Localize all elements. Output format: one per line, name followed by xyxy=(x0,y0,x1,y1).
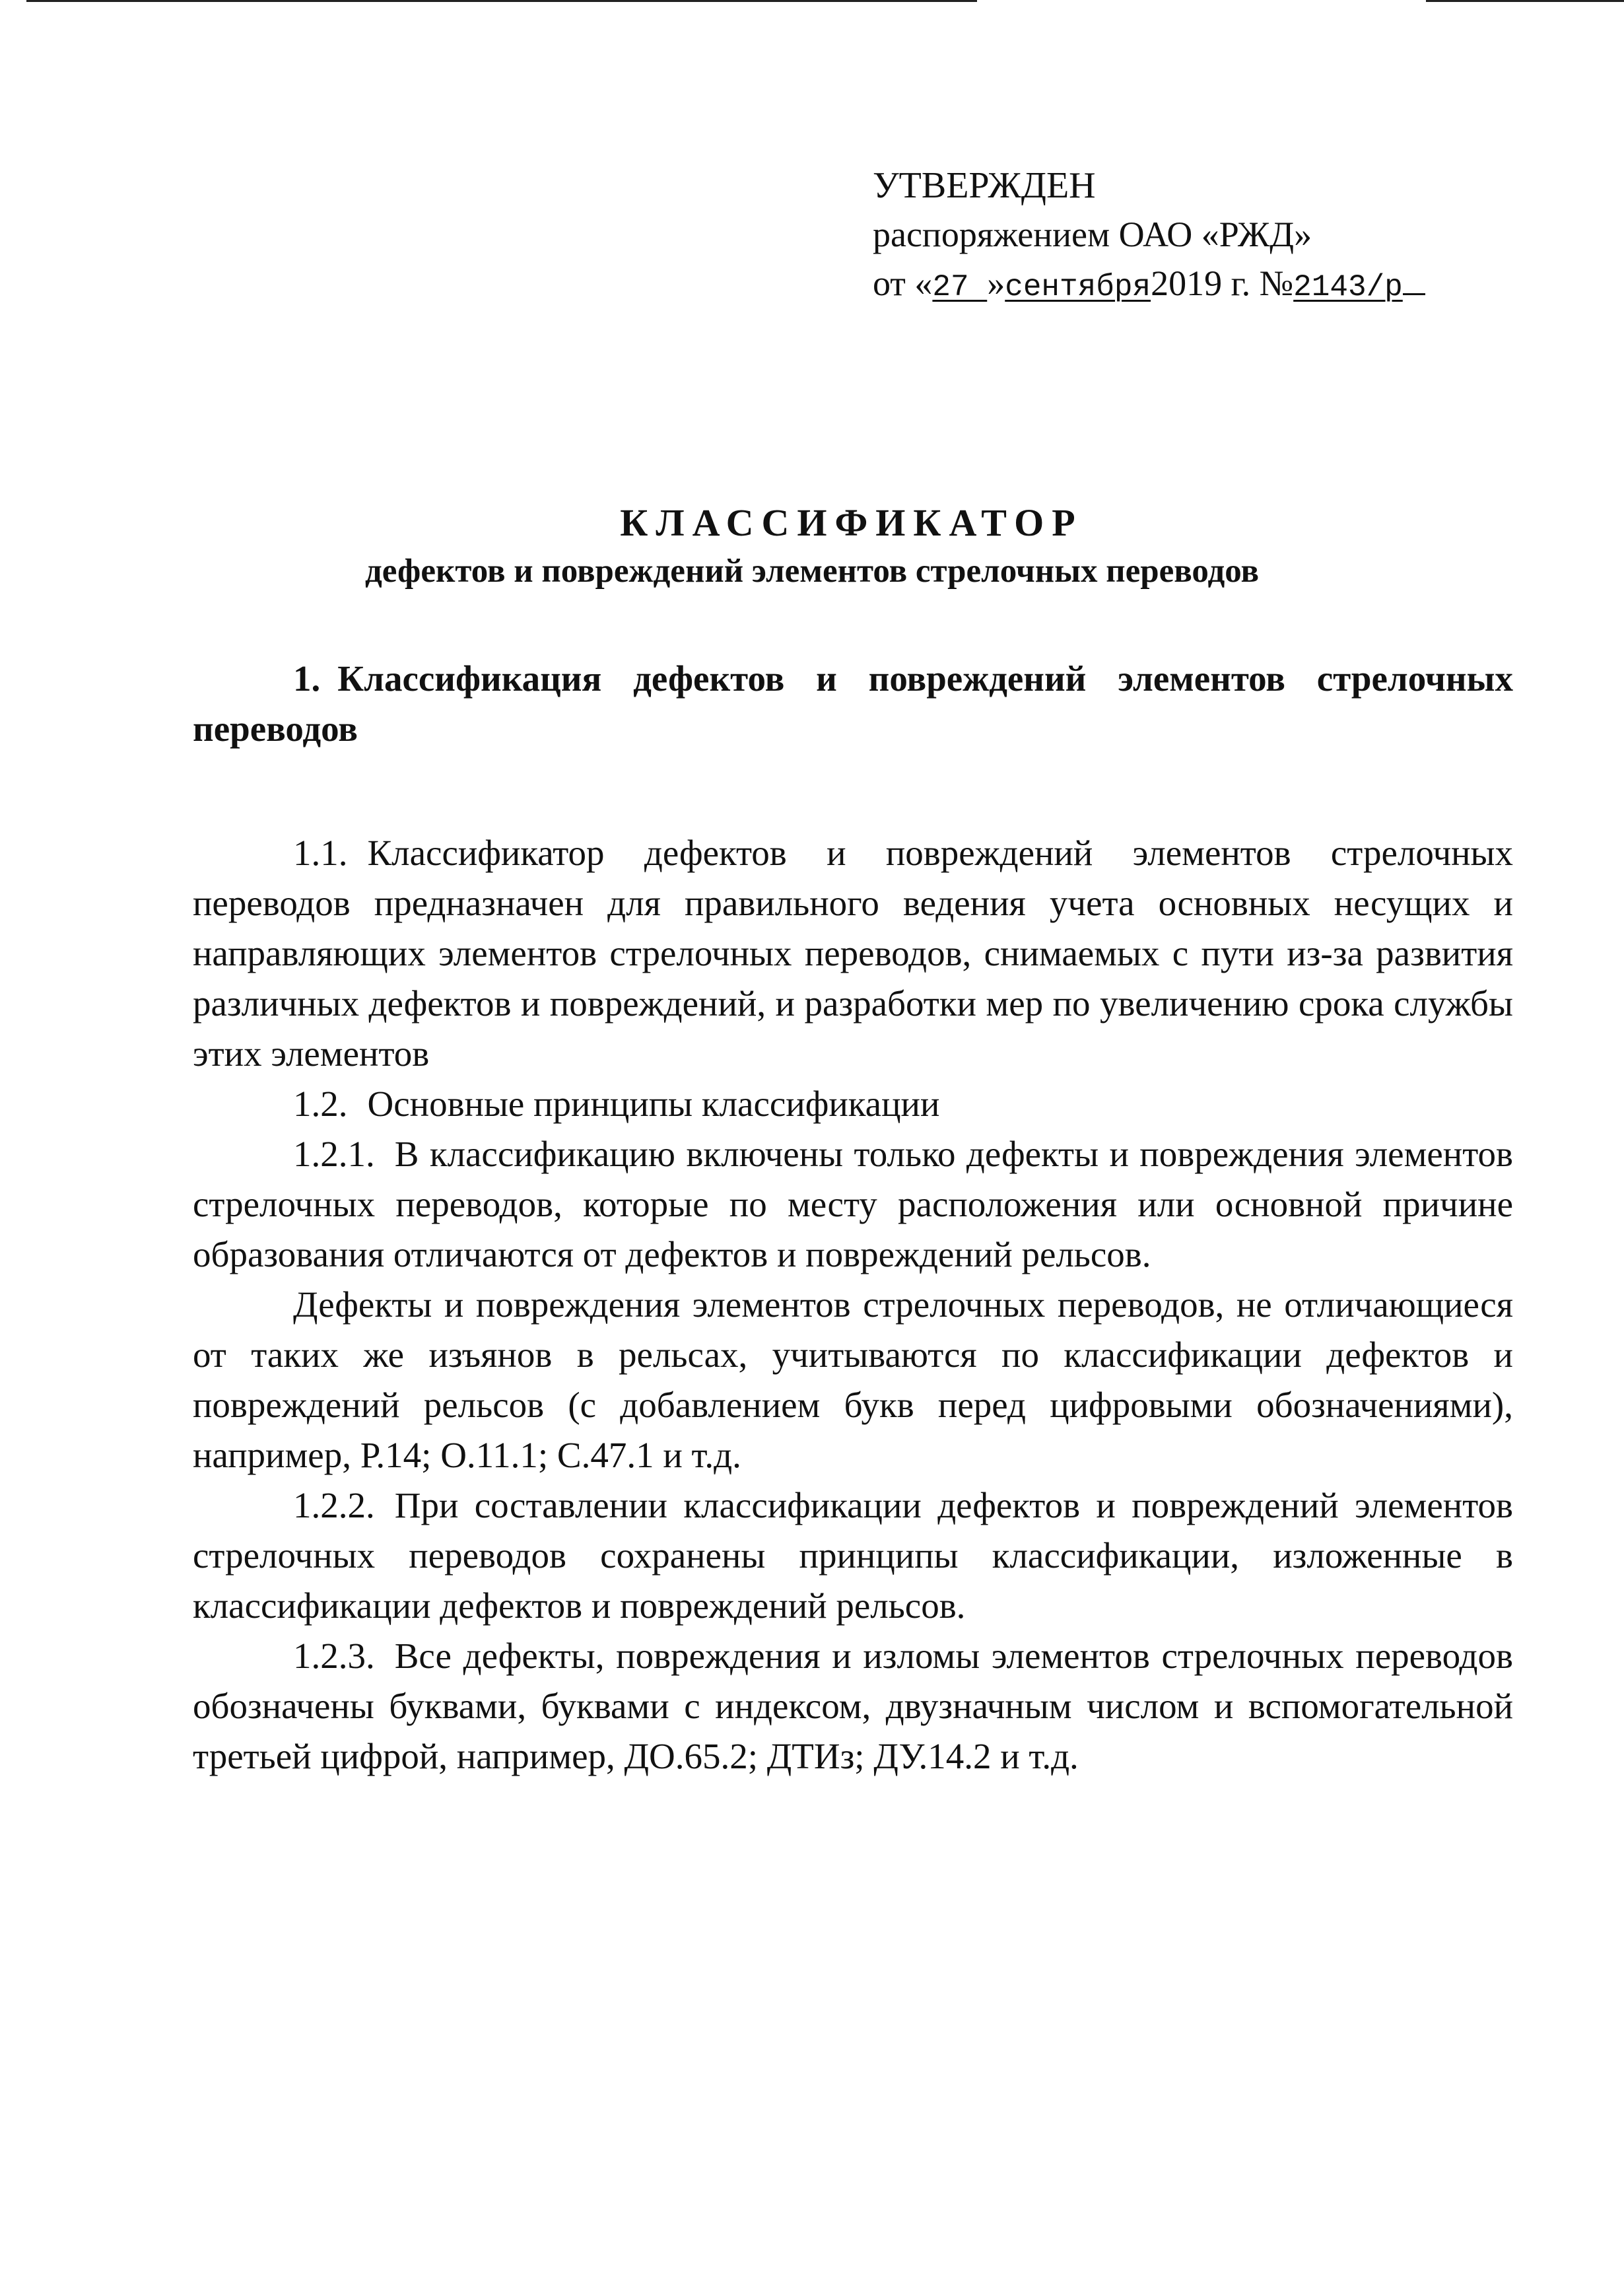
date-prefix: от « xyxy=(873,263,933,303)
approval-block xyxy=(873,161,1425,312)
paragraph-1-2-3 xyxy=(193,1631,1513,1782)
document-title: КЛАССИФИКАТОР xyxy=(620,501,1083,544)
scan-edge-line-left xyxy=(26,0,977,2)
paragraph-number: 1.2.2. xyxy=(293,1485,375,1525)
paragraph-1-2-1 xyxy=(193,1129,1513,1280)
approval-title: УТВЕРЖДЕН xyxy=(873,165,1096,206)
paragraph-1-2-2 xyxy=(193,1480,1513,1631)
paragraph-number: 1.2.3. xyxy=(293,1636,375,1676)
date-day-close: » xyxy=(987,263,1005,303)
paragraph-text: Основные принципы классификации xyxy=(367,1084,940,1124)
approval-date-line xyxy=(873,259,1425,312)
scan-edge-line-right xyxy=(1426,0,1624,2)
paragraph-number: 1.1. xyxy=(293,833,348,873)
paragraph-1-2-1-continued xyxy=(193,1280,1513,1480)
paragraph-text: Дефекты и повреждения элементов стрелочных переводов, не отличающиеся от таких же изъянов в рельсах, учитываются по классификации дефектов и повреждений рельсов (с добавлением букв перед цифровыми обозначениями), например, Р.14; О.11.1; С.47.1 и т.д. xyxy=(193,1284,1513,1475)
paragraph-text: Все дефекты, повреждения и изломы элементов стрелочных переводов обозначены буквами, буквами с индексом, двузначным числом и вспомогательной третьей цифрой, например, ДО.65.2; ДТИз; ДУ.14.2 и т.д. xyxy=(193,1636,1513,1776)
order-number: 2143/р xyxy=(1293,270,1403,304)
section-heading xyxy=(193,654,1513,754)
paragraph-text: Классификатор дефектов и повреждений элементов стрелочных переводов предназначен для правильного ведения учета основных несущих и направляющих элементов стрелочных переводов, снимаемых с пути из-за развития различных дефектов и повреждений, и разработки мер по увеличению срока службы этих элементов xyxy=(193,833,1513,1074)
approval-order-line: распоряжением ОАО «РЖД» xyxy=(873,215,1312,254)
paragraph-text: В классификацию включены только дефекты и повреждения элементов стрелочных переводов, которые по месту расположения или основной причине образования отличаются от дефектов и повреждений рельсов. xyxy=(193,1134,1513,1274)
section-number: 1. xyxy=(293,658,321,699)
number-underline xyxy=(1403,293,1425,295)
section-title-text: Классификация дефектов и повреждений элементов стрелочных переводов xyxy=(193,658,1513,749)
date-month: сентября xyxy=(1005,270,1151,304)
paragraph-number: 1.2. xyxy=(293,1084,348,1124)
paragraph-number: 1.2.1. xyxy=(293,1134,375,1174)
paragraph-1-1 xyxy=(193,828,1513,1079)
paragraph-1-2 xyxy=(193,1079,1513,1129)
date-year: 2019 г. № xyxy=(1151,263,1294,303)
paragraph-text: При составлении классификации дефектов и повреждений элементов стрелочных переводов сохранены принципы классификации, изложенные в классификации дефектов и повреждений рельсов. xyxy=(193,1485,1513,1626)
document-subtitle: дефектов и повреждений элементов стрелочных переводов xyxy=(364,553,1260,590)
date-day: 27 xyxy=(932,270,988,304)
document-body xyxy=(193,654,1513,1782)
